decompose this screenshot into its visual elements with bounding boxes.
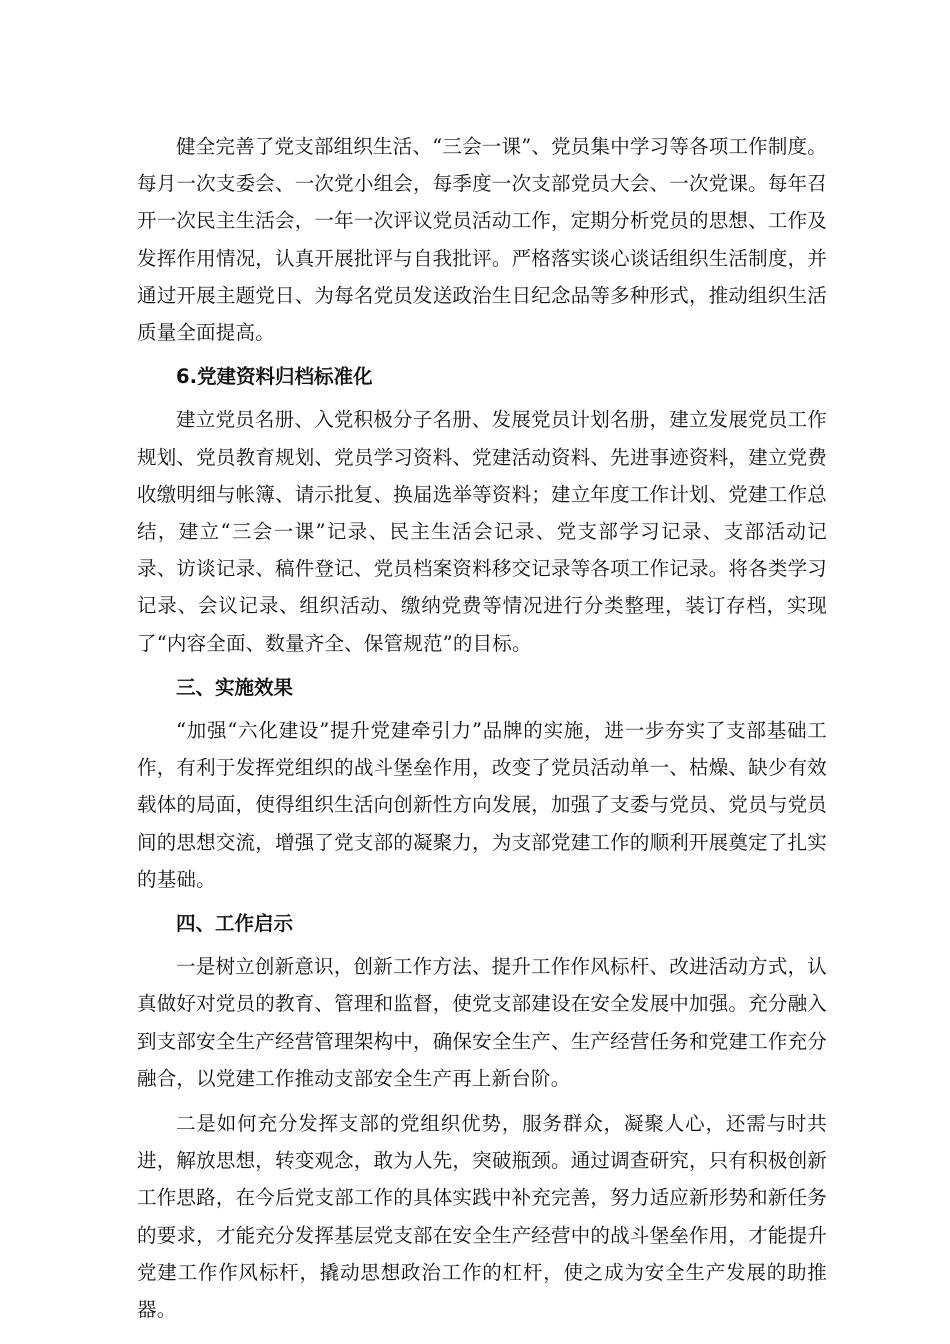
- section-heading-archive-standardization: 6.党建资料归档标准化: [176, 365, 373, 389]
- paragraph-inspiration-one: 一是树立创新意识，创新工作方法、提升工作作风标杆、改进活动方式，认真做好对党员的教育、管理和监督，使党支部建设在安全发展中加强。充分融入到支部安全生产经营管理架构中，确保安全生产、生产经营任务和党建工作充分融合，以党建工作推动支部安全生产再上新台阶。: [137, 955, 827, 1090]
- document-page: [137, 128, 827, 1328]
- paragraph-organization-life: 健全完善了党支部组织生活、“三会一课”、党员集中学习等各项工作制度。每月一次支委会、一次党小组会，每季度一次支部党员大会、一次党课。每年召开一次民主生活会，一年一次评议党员活动工作，定期分析党员的思想、工作及发挥作用情况，认真开展批评与自我批评。严格落实谈心谈话组织生活制度，并通过开展主题党日、为每名党员发送政治生日纪念品等多种形式，推动组织生活质量全面提高。: [137, 135, 827, 345]
- section-heading-implementation-effect: 三、实施效果: [176, 675, 294, 699]
- section-heading-work-inspiration: 四、工作启示: [176, 912, 294, 936]
- paragraph-inspiration-two: 二是如何充分发挥支部的党组织优势，服务群众，凝聚人心，还需与时共进，解放思想，转变观念，敢为人先，突破瓶颈。通过调查研究，只有积极创新工作思路，在今后党支部工作的具体实践中补充完善，努力适应新形势和新任务的要求，才能充分发挥基层党支部在安全生产经营中的战斗堡垒作用，才能提升党建工作作风标杆，撬动思想政治工作的杠杆，使之成为安全生产发展的助推器。: [137, 1112, 827, 1322]
- paragraph-effect: “加强“六化建设”提升党建牵引力”品牌的实施，进一步夯实了支部基础工作，有利于发挥党组织的战斗堡垒作用，改变了党员活动单一、枯燥、缺少有效载体的局面，使得组织生活向创新性方向发展，加强了支委与党员、党员与党员间的思想交流，增强了党支部的凝聚力，为支部党建工作的顺利开展奠定了扎实的基础。: [137, 719, 827, 891]
- paragraph-archive: 建立党员名册、入党积极分子名册、发展党员计划名册，建立发展党员工作规划、党员教育规划、党员学习资料、党建活动资料、先进事迹资料，建立党费收缴明细与帐簿、请示批复、换届选举等资料；建立年度工作计划、党建工作总结，建立“三会一课”记录、民主生活会记录、党支部学习记录、支部活动记录、访谈记录、稿件登记、党员档案资料移交记录等各项工作记录。将各类学习记录、会议记录、组织活动、缴纳党费等情况进行分类整理，装订存档，实现了“内容全面、数量齐全、保管规范”的目标。: [137, 408, 827, 655]
